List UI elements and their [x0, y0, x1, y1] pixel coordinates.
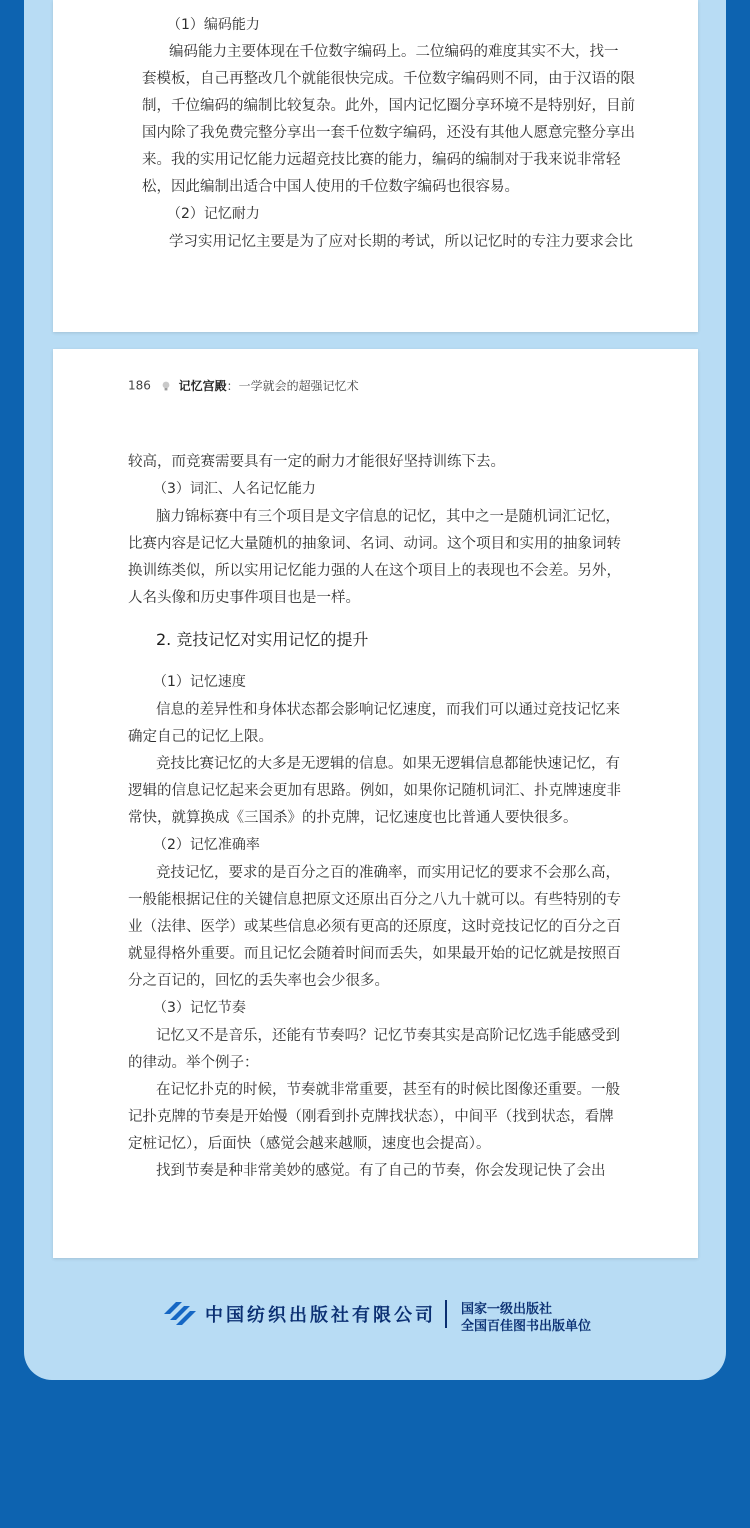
heading-memory-accuracy: （2）记忆准确率 — [153, 837, 260, 853]
publisher-logo-icon — [162, 1300, 198, 1326]
heading-encoding-ability: （1）编码能力 — [167, 17, 260, 33]
text-line: 业（法律、医学）或某些信息必须有更高的还原度，这时竞技记忆的百分之百 — [128, 919, 621, 935]
text-line: 较高，而竞赛需要具有一定的耐力才能很好坚持训练下去。 — [128, 454, 505, 470]
section-heading: 2. 竞技记忆对实用记忆的提升 — [156, 630, 369, 649]
text-line: 换训练类似，所以实用记忆能力强的人在这个项目上的表现也不会差。另外， — [128, 563, 621, 579]
book-page-186 — [53, 349, 698, 1258]
lightbulb-icon — [161, 381, 171, 391]
text-line: 确定自己的记忆上限。 — [128, 729, 273, 745]
heading-vocab-names: （3）词汇、人名记忆能力 — [153, 481, 316, 497]
text-line: 来。我的实用记忆能力远超竞技比赛的能力，编码的编制对于我来说非常轻 — [142, 152, 621, 168]
text-line: 逻辑的信息记忆起来会更加有思路。例如，如果你记随机词汇、扑克牌速度非 — [128, 783, 621, 799]
text-line: 记扑克牌的节奏是开始慢（刚看到扑克牌找状态），中间平（找到状态，看牌 — [128, 1109, 614, 1125]
publisher-name: 中国纺织出版社有限公司 — [205, 1305, 436, 1326]
text-line: 定桩记忆），后面快（感觉会越来越顺，速度也会提高）。 — [128, 1136, 491, 1152]
text-line: 的律动。举个例子： — [128, 1055, 259, 1071]
publisher-footer — [0, 1290, 750, 1340]
page-number: 186 — [128, 378, 151, 393]
heading-memory-rhythm: （3）记忆节奏 — [153, 1000, 246, 1016]
text-line: 制，千位编码的编制比较复杂。此外，国内记忆圈分享环境不是特别好，目前 — [142, 98, 635, 114]
text-line: 找到节奏是种非常美妙的感觉。有了自己的节奏，你会发现记快了会出 — [156, 1163, 606, 1179]
text-line: 分之百记的，回忆的丢失率也会少很多。 — [128, 973, 389, 989]
heading-memory-speed: （1）记忆速度 — [153, 674, 246, 690]
heading-memory-endurance: （2）记忆耐力 — [167, 206, 260, 222]
publisher-tag-national: 国家一级出版社 — [461, 1302, 553, 1317]
running-header — [128, 377, 528, 397]
text-line: 松，因此编制出适合中国人使用的千位数字编码也很容易。 — [142, 179, 519, 195]
text-line: 常快，就算换成《三国杀》的扑克牌，记忆速度也比普通人要快很多。 — [128, 810, 578, 826]
text-line: 脑力锦标赛中有三个项目是文字信息的记忆，其中之一是随机词汇记忆， — [156, 509, 620, 525]
text-line: 竞技记忆，要求的是百分之百的准确率，而实用记忆的要求不会那么高， — [156, 865, 620, 881]
text-line: 一般能根据记住的关键信息把原文还原出百分之八九十就可以。有些特别的专 — [128, 892, 621, 908]
text-line: 套模板，自己再整改几个就能很快完成。千位数字编码则不同，由于汉语的限 — [142, 71, 635, 87]
text-line: 编码能力主要体现在千位数字编码上。二位编码的难度其实不大，找一 — [169, 44, 619, 60]
text-line: 国内除了我免费完整分享出一套千位数字编码，还没有其他人愿意完整分享出 — [142, 125, 635, 141]
publisher-tag-top-hundred: 全国百佳图书出版单位 — [461, 1319, 592, 1334]
text-line: 记忆又不是音乐，还能有节奏吗？记忆节奏其实是高阶记忆选手能感受到 — [156, 1028, 620, 1044]
text-line: 学习实用记忆主要是为了应对长期的考试，所以记忆时的专注力要求会比 — [169, 234, 633, 250]
footer-divider — [445, 1300, 447, 1328]
text-line: 比赛内容是记忆大量随机的抽象词、名词、动词。这个项目和实用的抽象词转 — [128, 536, 621, 552]
book-subtitle: ：一学就会的超强记忆术 — [226, 379, 359, 393]
book-page-top — [53, 0, 698, 332]
text-line: 在记忆扑克的时候，节奏就非常重要，甚至有的时候比图像还重要。一般 — [156, 1082, 620, 1098]
book-title: 记忆宫殿 — [178, 379, 227, 393]
text-line: 信息的差异性和身体状态都会影响记忆速度，而我们可以通过竞技记忆来 — [156, 702, 620, 718]
text-line: 就显得格外重要。而且记忆会随着时间而丢失，如果最开始的记忆就是按照百 — [128, 946, 621, 962]
text-line: 竞技比赛记忆的大多是无逻辑的信息。如果无逻辑信息都能快速记忆，有 — [156, 756, 620, 772]
text-line: 人名头像和历史事件项目也是一样。 — [128, 590, 360, 606]
